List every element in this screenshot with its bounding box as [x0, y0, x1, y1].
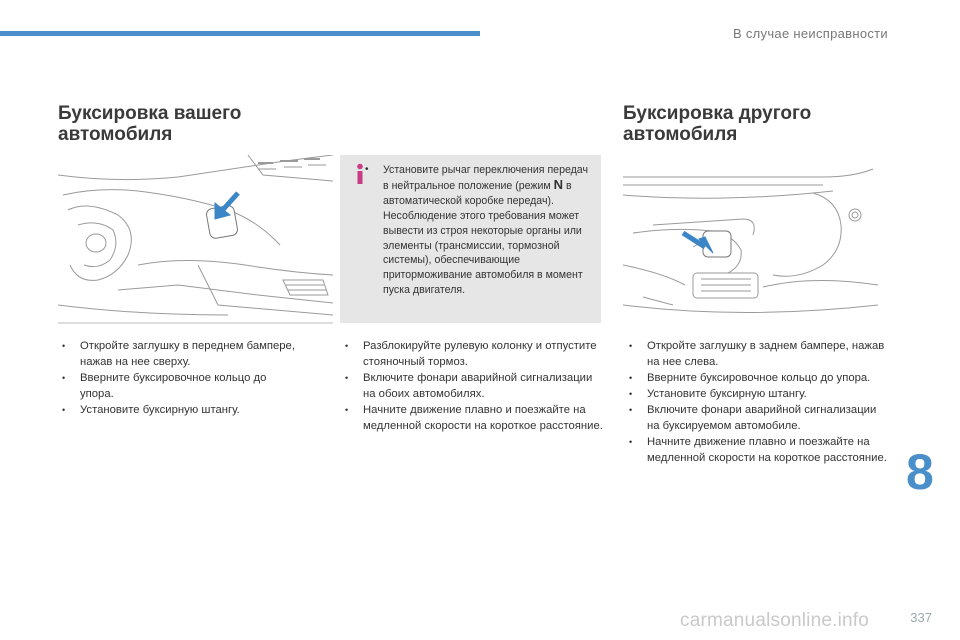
section-title-other-vehicle [623, 103, 811, 145]
list-item: • Откройте заглушку в переднем бампере, нажав на нее сверху. [58, 338, 298, 370]
list-item: • Начните движение плавно и поезжайте на медленной скорости на короткое расстояние. [625, 434, 887, 466]
rear-bumper-illustration [623, 155, 878, 325]
chapter-title: В случае неисправности [732, 26, 888, 41]
page-number: 337 [910, 610, 932, 625]
steps-own-vehicle [58, 338, 298, 418]
title-line-2: автомобиля [58, 124, 173, 145]
title-line-1: Буксировка другого [623, 103, 812, 124]
info-line-2: Несоблюдение этого требования может вывести из строя некоторые органы или элементы (трансмиссии, тормозной системы), обеспечивающие приторможивание автомобиля в момент пуска двигателя. [383, 209, 583, 297]
list-item: • Включите фонари аварийной сигнализации на обоих автомобилях. [341, 370, 603, 402]
info-text [365, 163, 593, 298]
list-item: • Вверните буксировочное кольцо до упора. [625, 370, 887, 386]
section-title-own-vehicle [58, 103, 241, 145]
info-line-1-post: в автоматической коробке передач). [383, 179, 572, 207]
watermark[interactable]: carmanualsonline.info [680, 610, 870, 631]
list-item: • Откройте заглушку в заднем бампере, нажав на нее слева. [625, 338, 887, 370]
list-item: • Установите буксирную штангу. [625, 386, 887, 402]
chapter-number: 8 [906, 444, 934, 500]
steps-other-vehicle [625, 338, 887, 466]
bullet-marker: • [365, 164, 369, 175]
steps-towing-common [341, 338, 603, 434]
chapter-color-bar [0, 31, 480, 36]
info-line-1-bold: N [553, 176, 564, 192]
list-item: • Включите фонари аварийной сигнализации на буксируемом автомобиле. [625, 402, 887, 434]
front-bumper-illustration [58, 155, 333, 325]
list-item: • Вверните буксировочное кольцо до упора. [58, 370, 298, 402]
list-item: • Разблокируйте рулевую колонку и отпустите стояночный тормоз. [341, 338, 603, 370]
info-line-1-pre: Установите рычаг переключения передач в нейтральное положение (режим [383, 164, 588, 192]
list-item: • Начните движение плавно и поезжайте на медленной скорости на короткое расстояние. [341, 402, 603, 434]
title-line-2: автомобиля [623, 124, 738, 145]
info-box [340, 155, 601, 323]
list-item: • Установите буксирную штангу. [58, 402, 298, 418]
title-line-1: Буксировка вашего [58, 103, 242, 124]
